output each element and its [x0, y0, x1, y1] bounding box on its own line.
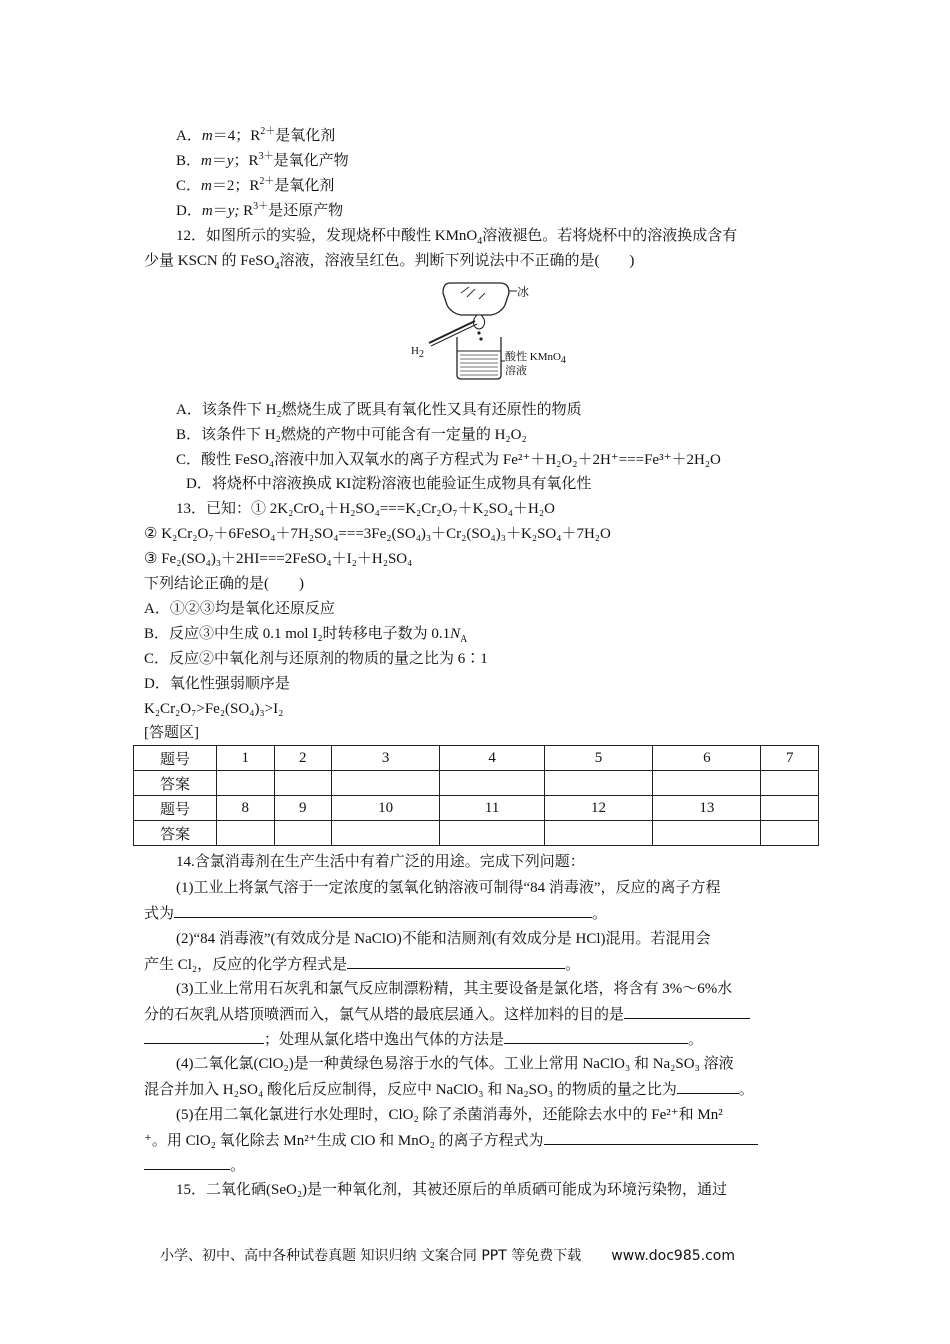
- q13-option-c: C．反应②中氧化剂与还原剂的物质的量之比为 6∶1: [144, 651, 488, 667]
- answer-cell[interactable]: [653, 821, 761, 846]
- q11-option-d: D．m＝y; $R^{3+}$是还原产物: [176, 201, 344, 219]
- row-label-number: 题号: [134, 796, 217, 821]
- question-number-cell: [761, 796, 819, 821]
- q14-part2-line2: 产生 Cl₂，反应的化学方程式是 。: [144, 954, 580, 975]
- footer-text: 小学、初中、高中各种试卷真题 知识归纳 文案合同 PPT 等免费下载: [160, 1248, 582, 1264]
- answer-blank[interactable]: [144, 1029, 264, 1044]
- q12-option-a: A．该条件下 H₂燃烧生成了既具有氧化性又具有还原性的物质: [176, 402, 582, 418]
- answer-blank[interactable]: [347, 954, 565, 969]
- question-number-cell: 10: [332, 796, 440, 821]
- answer-blank[interactable]: [624, 1004, 750, 1019]
- q14-part5-line1: (5)在用二氧化氯进行水处理时，ClO₂ 除了杀菌消毒外，还能除去水中的 Fe²⁺和 Mn²: [176, 1107, 723, 1123]
- answer-blank[interactable]: [144, 1155, 230, 1170]
- q12-stem-line1: 12．如图所示的实验，发现烧杯中酸性 KMnO$_4$溶液褪色。若将烧杯中的溶液换成含有: [176, 228, 738, 247]
- table-row: [134, 746, 819, 771]
- q12-option-d: D．将烧杯中溶液换成 KI淀粉溶液也能验证生成物具有氧化性: [186, 476, 592, 492]
- question-number-cell: 13: [653, 796, 761, 821]
- answer-cell[interactable]: [653, 771, 761, 796]
- q14-stem: 14.含氯消毒剂在生产生活中有着广泛的用途。完成下列问题：: [176, 854, 585, 870]
- question-number-cell: 1: [217, 746, 275, 771]
- answer-cell[interactable]: [274, 771, 332, 796]
- answer-blank[interactable]: [544, 1130, 758, 1145]
- q11-option-c: C．m＝2；$R^{2+}$是氧化剂: [176, 176, 335, 194]
- q12-option-b: B．该条件下 H₂燃烧的产物中可能含有一定量的 H₂O₂: [176, 427, 527, 443]
- q13-option-d-line2: K₂Cr₂O₇>Fe₂(SO₄)₃>I₂: [144, 701, 284, 717]
- row-label-answer: 答案: [134, 821, 217, 846]
- q14-part4-line1: (4)二氧化氯(ClO₂)是一种黄绿色易溶于水的气体。工业上常用 NaClO₃ 和 Na₂SO₃ 溶液: [176, 1056, 734, 1072]
- answer-blank[interactable]: [504, 1029, 688, 1044]
- answer-cell[interactable]: [544, 821, 652, 846]
- q14-part4-line2: 混合并加入 H₂SO₄ 酸化后反应制得，反应中 NaClO₃ 和 Na₂SO₃ 的物质的量之比为 。: [144, 1079, 754, 1100]
- q15-stem: 15．二氧化硒(SeO₂)是一种氧化剂，其被还原后的单质硒可能成为环境污染物，通过: [176, 1182, 728, 1198]
- row-label-answer: 答案: [134, 771, 217, 796]
- q14-part2-line1: (2)“84 消毒液”(有效成分是 NaClO)不能和洁厕剂(有效成分是 HCl)混用。若混用会: [176, 931, 711, 947]
- droplet: [479, 337, 482, 340]
- row-label-number: 题号: [134, 746, 217, 771]
- question-number-cell: 4: [440, 746, 545, 771]
- q12-experiment-figure: [405, 275, 605, 387]
- answer-cell[interactable]: [217, 771, 275, 796]
- question-number-cell: 11: [440, 796, 545, 821]
- q14-part1-line2: 式为 。: [144, 903, 607, 924]
- question-number-cell: 2: [274, 746, 332, 771]
- answer-blank[interactable]: [174, 903, 592, 918]
- q12-stem-line2: 少量 KSCN 的 FeSO$_4$溶液，溶液呈红色。判断下列说法中不正确的是( ): [144, 253, 635, 272]
- ice-flask: [443, 283, 509, 315]
- q11-option-b: B．m＝y；$R^{3+}$是氧化产物: [176, 151, 349, 169]
- q13-equation-3: ③ Fe₂(SO₄)₃＋2HI===2FeSO₄＋I₂＋H₂SO₄: [144, 551, 413, 567]
- answer-cell[interactable]: [544, 771, 652, 796]
- figure-label-solution-2: 溶液: [505, 365, 527, 377]
- q14-part3-line1: (3)工业上常用石灰乳和氯气反应制漂粉精，其主要设备是氯化塔，将含有 3%～6%水: [176, 981, 733, 997]
- question-number-cell: 3: [332, 746, 440, 771]
- answer-cell[interactable]: [761, 771, 819, 796]
- figure-label-solution: 酸性 KMnO$_4$: [505, 351, 566, 367]
- q13-question: 下列结论正确的是( ): [144, 576, 304, 592]
- answer-cell[interactable]: [332, 771, 440, 796]
- droplet: [477, 331, 480, 334]
- figure-label-ice: 冰: [517, 285, 530, 299]
- q14-part3-line3: ；处理从氯化塔中逸出气体的方法是 。: [144, 1029, 703, 1050]
- q14-part5-line2: ⁺。用 ClO₂ 氧化除去 Mn²⁺生成 ClO 和 MnO₂ 的离子方程式为: [144, 1130, 758, 1151]
- page-footer: [160, 1245, 735, 1265]
- q11-option-a: A．m＝4；$R^{2+}$是氧化剂: [176, 126, 336, 144]
- table-row: [134, 821, 819, 846]
- q14-part5-line3: 。: [144, 1155, 245, 1176]
- answer-cell[interactable]: [440, 821, 545, 846]
- question-number-cell: 7: [761, 746, 819, 771]
- question-number-cell: 8: [217, 796, 275, 821]
- figure-label-h2: $H_2$: [411, 345, 424, 361]
- h2-tube: [429, 321, 475, 343]
- answer-blank[interactable]: [677, 1079, 739, 1094]
- table-row: [134, 796, 819, 821]
- question-number-cell: 12: [544, 796, 652, 821]
- q13-stem: 13．已知：① 2K₂CrO₄＋H₂SO₄===K₂Cr₂O₇＋K₂SO₄＋H₂O: [176, 501, 555, 517]
- question-number-cell: 9: [274, 796, 332, 821]
- answer-cell[interactable]: [217, 821, 275, 846]
- answer-cell[interactable]: [761, 821, 819, 846]
- answer-cell[interactable]: [332, 821, 440, 846]
- q13-option-b: B．反应③中生成 0.1 mol I₂时转移电子数为 $0.1N_A$: [144, 626, 468, 645]
- q14-part3-line2: 分的石灰乳从塔顶喷洒而入，氯气从塔的最底层通入。这样加料的目的是: [144, 1004, 750, 1025]
- q13-option-a: A．①②③均是氧化还原反应: [144, 601, 335, 617]
- question-number-cell: 6: [653, 746, 761, 771]
- table-row: [134, 771, 819, 796]
- answer-cell[interactable]: [274, 821, 332, 846]
- answer-table: [133, 745, 819, 846]
- answer-cell[interactable]: [440, 771, 545, 796]
- q13-option-d: D．氧化性强弱顺序是: [144, 676, 290, 692]
- footer-url[interactable]: www.doc985.com: [611, 1248, 735, 1264]
- q12-option-c: C．酸性 FeSO₄溶液中加入双氧水的离子方程式为 Fe²⁺＋H₂O₂＋2H⁺===Fe³⁺＋2H₂O: [176, 452, 721, 468]
- q13-equation-2: ② K₂Cr₂O₇＋6FeSO₄＋7H₂SO₄===3Fe₂(SO₄)₃＋Cr₂(SO₄)₃＋K₂SO₄＋7H₂O: [144, 526, 611, 542]
- beaker: [457, 337, 501, 379]
- answer-area-title: [答题区]: [144, 725, 199, 741]
- q14-part1-line1: (1)工业上将氯气溶于一定浓度的氢氧化钠溶液可制得“84 消毒液”，反应的离子方程: [176, 880, 721, 896]
- question-number-cell: 5: [544, 746, 652, 771]
